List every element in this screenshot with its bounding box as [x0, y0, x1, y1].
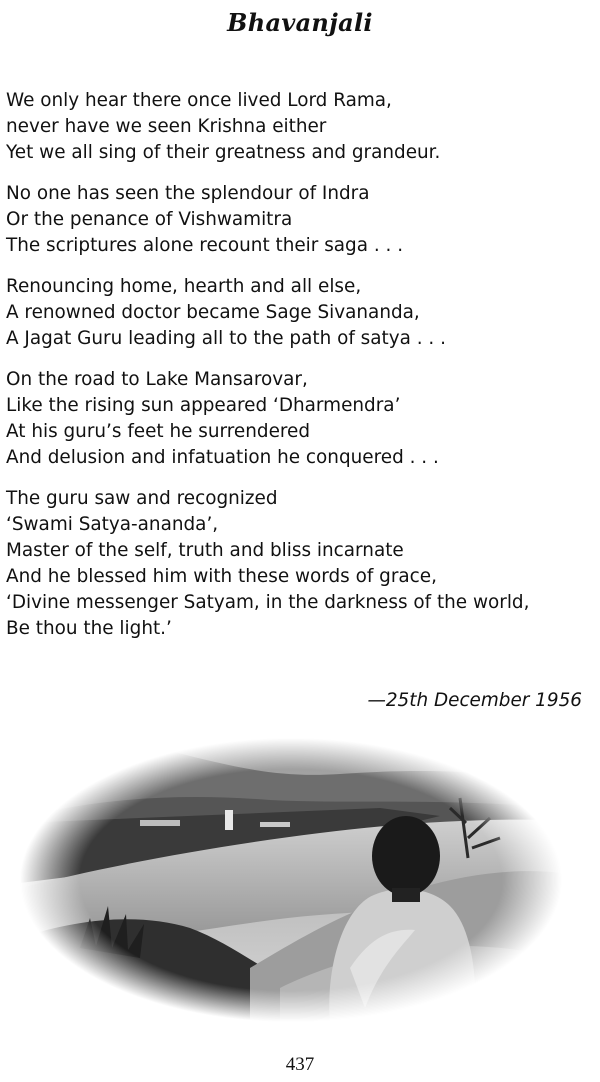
poem — [6, 88, 592, 657]
poem-line: At his guru’s feet he surrendered — [6, 421, 311, 442]
poem-date: —25th December 1956 — [367, 690, 582, 711]
poem-line: On the road to Lake Mansarovar, — [6, 369, 308, 390]
poem-line: ‘Swami Satya-ananda’, — [6, 514, 219, 535]
poem-line: And he blessed him with these words of grace, — [6, 566, 437, 587]
stanza-3 — [6, 274, 592, 352]
poem-line: A renowned doctor became Sage Sivananda, — [6, 302, 420, 323]
stanza-2 — [6, 181, 592, 259]
poem-line: A Jagat Guru leading all to the path of satya . . . — [6, 328, 446, 349]
stanza-1 — [6, 88, 592, 166]
poem-line: The scriptures alone recount their saga . . . — [6, 235, 404, 256]
vignette-photo — [20, 738, 562, 1022]
poem-line: Like the rising sun appeared ‘Dharmendra’ — [6, 395, 401, 416]
poem-line: We only hear there once lived Lord Rama, — [6, 90, 392, 111]
poem-line: ‘Divine messenger Satyam, in the darkness of the world, — [6, 592, 530, 613]
poem-line: No one has seen the splendour of Indra — [6, 183, 370, 204]
stanza-4 — [6, 367, 592, 471]
poem-line: And delusion and infatuation he conquered . . . — [6, 447, 439, 468]
page-number: 437 — [285, 1054, 315, 1075]
poem-line: Master of the self, truth and bliss incarnate — [6, 540, 404, 561]
page-title: Bhavanjali — [227, 8, 373, 37]
stanza-5 — [6, 486, 592, 642]
poem-line: The guru saw and recognized — [6, 488, 278, 509]
poem-line: Or the penance of Vishwamitra — [6, 209, 293, 230]
poem-line: Renouncing home, hearth and all else, — [6, 276, 362, 297]
poem-line: never have we seen Krishna either — [6, 116, 327, 137]
poem-line: Yet we all sing of their greatness and grandeur. — [6, 142, 441, 163]
poem-line: Be thou the light.’ — [6, 618, 172, 639]
